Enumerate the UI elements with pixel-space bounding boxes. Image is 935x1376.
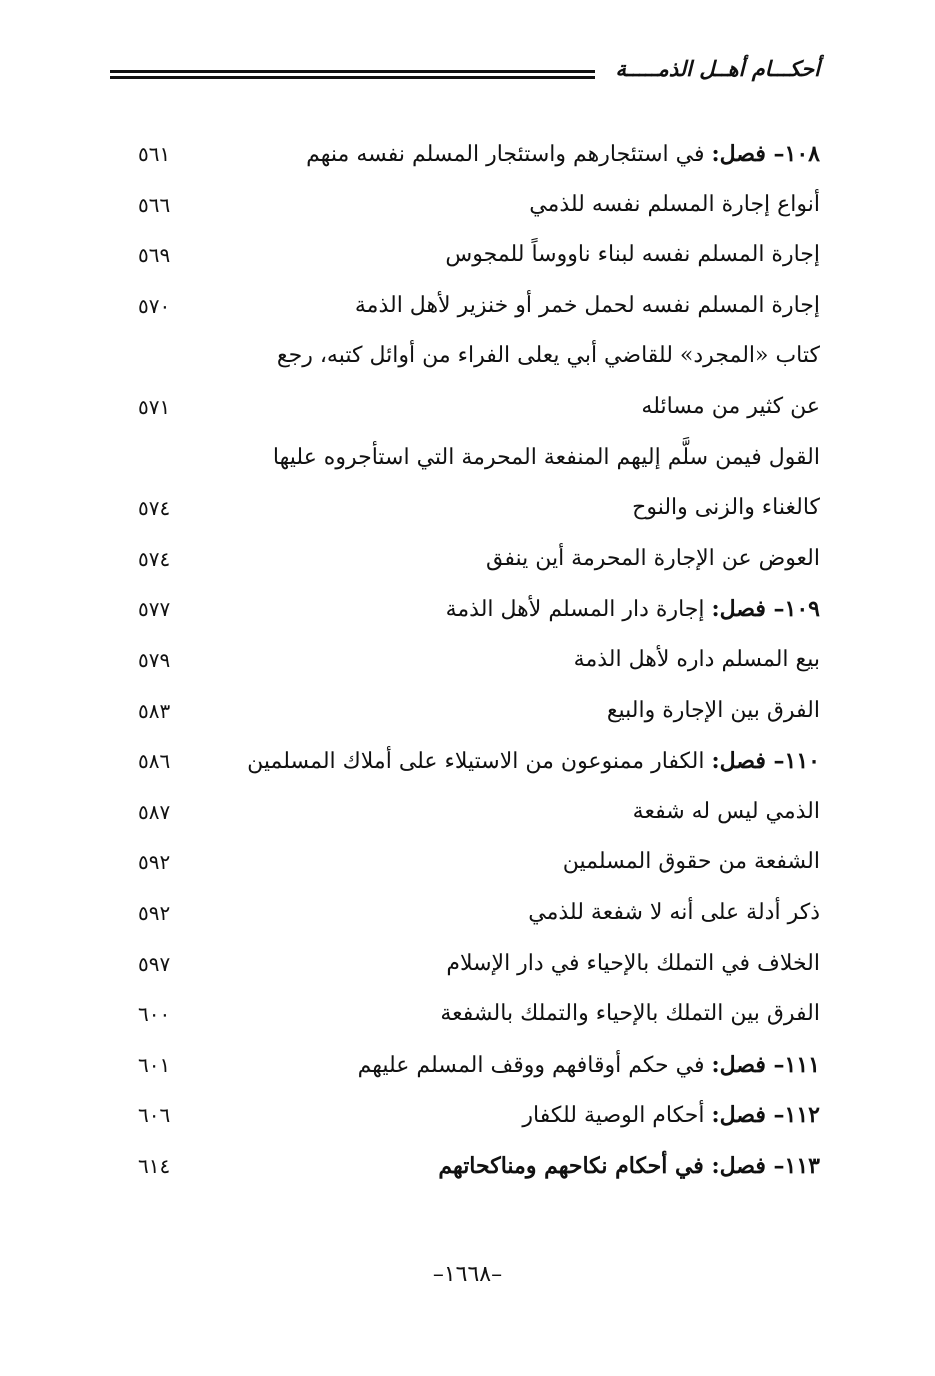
toc-entry-text: في أحكام نكاحهم ومناكحاتهم	[438, 1152, 712, 1179]
toc-page-number: ٥٧٤	[138, 496, 171, 521]
toc-entry-text: عن كثير من مسائله	[641, 393, 820, 419]
toc-page-number: ٦٠٦	[138, 1103, 171, 1128]
section-label: فصل:	[711, 1102, 766, 1129]
toc-entry	[120, 838, 820, 889]
toc-entry-title	[632, 484, 820, 532]
header-rule-top	[110, 70, 595, 73]
toc-page-number: ٥٦٩	[138, 243, 171, 268]
toc-entry	[120, 687, 820, 738]
running-header-title: أحكـــام أهــل الذمـــــة	[615, 56, 820, 81]
toc-entry	[120, 585, 820, 636]
toc-entry-title	[440, 990, 820, 1038]
toc-entry	[120, 636, 820, 687]
toc-entry	[120, 1041, 820, 1092]
page-number: –١٦٦٨–	[432, 1262, 503, 1287]
toc-entry	[120, 1091, 820, 1142]
toc-entry-title	[306, 130, 820, 179]
toc-entry-title	[529, 181, 820, 229]
toc-entry-title	[445, 231, 820, 279]
toc-entry-text: إجارة دار المسلم لأهل الذمة	[445, 597, 712, 623]
section-label: فصل:	[711, 1152, 766, 1179]
toc-entry	[120, 181, 820, 232]
toc-entry-title	[641, 383, 820, 431]
section-number: ١١٣–	[765, 1152, 820, 1179]
toc-entry-text: إجارة المسلم نفسه لبناء ناووساً للمجوس	[445, 242, 820, 268]
section-label: فصل:	[711, 1051, 766, 1078]
toc-entry-text: الذمي ليس له شفعة	[632, 798, 820, 824]
toc-entry-text: الخلاف في التملك بالإحياء في دار الإسلام	[446, 950, 820, 976]
toc-page-number: ٥٨٦	[138, 749, 171, 774]
toc-page-number: ٥٧٩	[138, 647, 171, 672]
section-label: فصل:	[711, 596, 766, 623]
toc-page-number: ٥٦٦	[138, 192, 171, 217]
toc-entry-title	[277, 332, 820, 380]
toc-entry-title	[438, 1142, 820, 1190]
toc-entry-text: أنواع إجارة المسلم نفسه للذمي	[529, 191, 820, 217]
toc-entry-title	[358, 1041, 820, 1090]
toc-page-number: ٥٦١	[138, 142, 171, 166]
section-number: ١١١–	[765, 1051, 820, 1078]
toc-entry	[120, 434, 820, 485]
toc-entry-title	[607, 687, 820, 735]
toc-entry-text: الفرق بين الإجارة والبيع	[606, 697, 820, 723]
toc-entry-text: الشفعة من حقوق المسلمين	[562, 849, 820, 875]
toc-entry-title	[446, 585, 820, 634]
toc-entry-text: العوض عن الإجارة المحرمة أين ينفق	[485, 545, 820, 571]
toc-entry	[120, 535, 820, 586]
toc-entry-title	[446, 940, 820, 988]
toc-entry-text: كتاب «المجرد» للقاضي أبي يعلى الفراء من أوائل كتبه، رجع	[276, 343, 820, 369]
toc-entry-text: إجارة المسلم نفسه لحمل خمر أو خنزير لأهل الذمة	[354, 292, 820, 318]
section-number: ١٠٩–	[765, 596, 820, 623]
toc-entry	[120, 282, 820, 333]
toc-entry-text: ذكر أدلة على أنه لا شفعة للذمي	[528, 899, 820, 925]
toc-entry	[120, 383, 820, 434]
toc-entry	[120, 940, 820, 991]
toc-page-number: ٥٩٢	[138, 900, 171, 925]
toc-entry-title	[633, 788, 820, 836]
toc-page-number: ٦٠٠	[138, 1002, 171, 1027]
toc-entry	[120, 737, 820, 788]
toc-page-number: ٥٨٣	[138, 698, 171, 723]
toc-page-number: ٥٧١	[138, 394, 171, 419]
toc-entry-text: في استئجارهم واستئجار المسلم نفسه منهم	[306, 142, 712, 167]
toc-entry-text: بيع المسلم داره لأهل الذمة	[573, 646, 820, 672]
toc-page-number: ٦١٤	[138, 1153, 171, 1178]
toc-page-number: ٥٩٢	[138, 850, 171, 875]
running-header	[110, 56, 820, 86]
toc-entry-title	[574, 636, 820, 684]
section-label: فصل:	[711, 141, 766, 167]
toc-entry-text: كالغناء والزنى والنوح	[632, 495, 820, 521]
toc-entry	[120, 1142, 820, 1193]
toc-entry-text: أحكام الوصية للكفار	[522, 1103, 712, 1129]
toc-entry-title	[247, 737, 820, 786]
toc-page-number: ٥٨٧	[138, 799, 171, 824]
toc-entry-title	[522, 1091, 820, 1140]
toc-entry-title	[273, 434, 820, 482]
section-label: فصل:	[711, 748, 766, 775]
toc-entry-text: الكفار ممنوعون من الاستيلاء على أملاك المسلمين	[247, 749, 712, 775]
toc-entry	[120, 332, 820, 383]
section-number: ١٠٨–	[765, 141, 820, 167]
toc-entry	[120, 231, 820, 282]
section-number: ١١٠–	[765, 748, 820, 775]
toc-entry-title	[355, 282, 820, 330]
toc-entry-text: الفرق بين التملك بالإحياء والتملك بالشفعة	[440, 1001, 820, 1027]
toc-entry-text: في حكم أوقافهم ووقف المسلم عليهم	[357, 1052, 712, 1078]
toc-page-number: ٦٠١	[138, 1052, 171, 1077]
header-rule-bottom	[110, 76, 595, 79]
toc-entry	[120, 788, 820, 839]
toc-page-number: ٥٧٤	[138, 546, 171, 571]
toc-page-number: ٥٧٠	[138, 293, 171, 318]
toc-entry-title	[486, 535, 820, 583]
toc-entry-title	[563, 838, 820, 886]
section-number: ١١٢–	[765, 1102, 820, 1129]
toc-entry-text: القول فيمن سلَّم إليهم المنفعة المحرمة التي استأجروه عليها	[272, 444, 820, 470]
toc-page-number: ٥٩٧	[138, 951, 171, 976]
toc-entry	[120, 484, 820, 535]
toc-entry	[120, 889, 820, 940]
toc-entry	[120, 990, 820, 1041]
table-of-contents	[120, 130, 820, 1192]
toc-entry-title	[528, 889, 820, 937]
toc-page-number: ٥٧٧	[138, 597, 171, 622]
toc-entry	[120, 130, 820, 181]
